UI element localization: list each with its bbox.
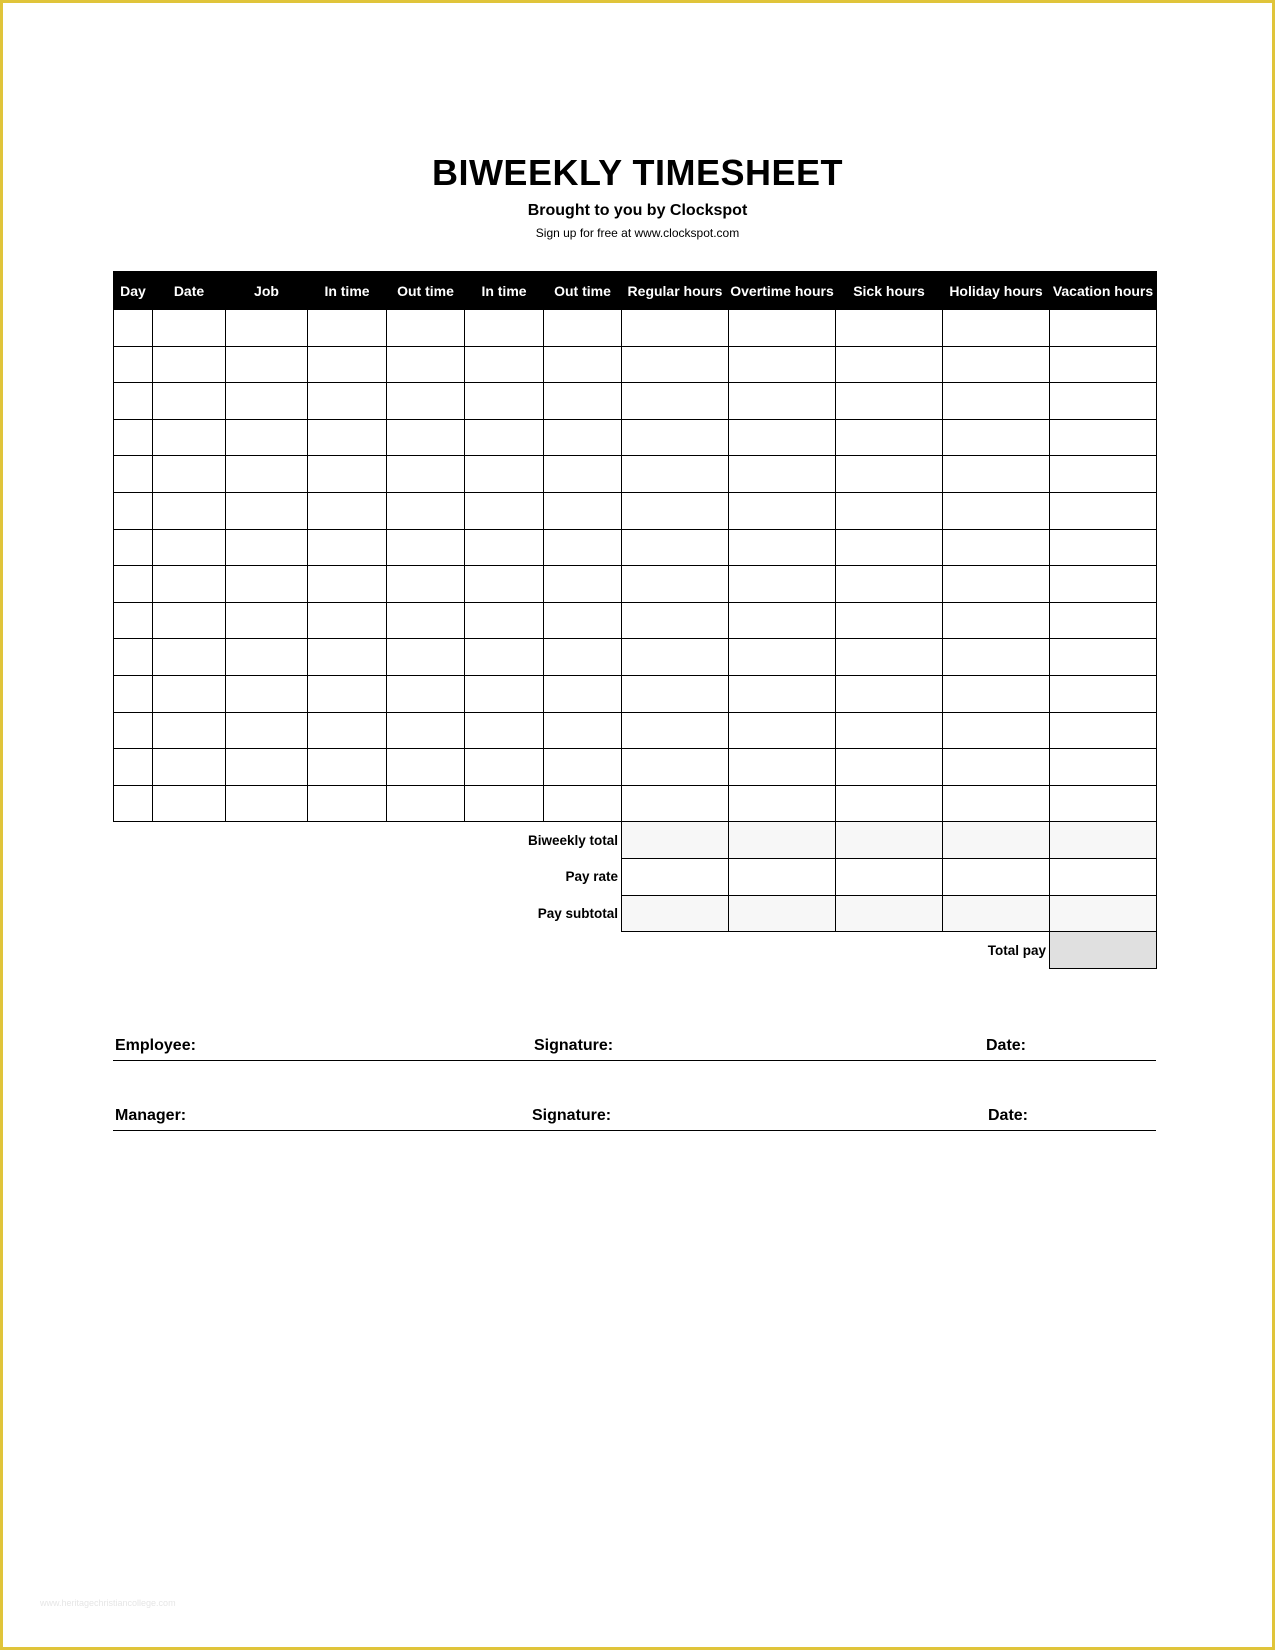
entry-cell[interactable] (226, 675, 308, 712)
entry-cell[interactable] (836, 492, 943, 529)
entry-cell[interactable] (943, 310, 1050, 347)
employee-signature-line[interactable] (113, 1034, 1156, 1061)
entry-cell[interactable] (465, 383, 544, 420)
entry-cell[interactable] (114, 529, 153, 566)
table-row (114, 785, 1157, 822)
entry-cell[interactable] (153, 639, 226, 676)
header-row (114, 272, 1157, 310)
pay-subtotal-vacation[interactable] (1050, 895, 1157, 932)
entry-cell[interactable] (1050, 675, 1157, 712)
entry-cell[interactable] (836, 529, 943, 566)
entry-cell[interactable] (943, 639, 1050, 676)
entry-cell[interactable] (387, 675, 465, 712)
entry-cell[interactable] (544, 712, 622, 749)
entry-cell[interactable] (465, 492, 544, 529)
table-row (114, 602, 1157, 639)
pay-subtotal-regular[interactable] (622, 895, 729, 932)
entry-cell[interactable] (387, 383, 465, 420)
entry-cell[interactable] (836, 675, 943, 712)
entry-cell[interactable] (729, 419, 836, 456)
entry-cell[interactable] (836, 785, 943, 822)
entry-cell[interactable] (729, 639, 836, 676)
entry-cell[interactable] (308, 346, 387, 383)
entry-cell[interactable] (622, 602, 729, 639)
entry-cell[interactable] (836, 456, 943, 493)
entry-cell[interactable] (308, 566, 387, 603)
total-pay-row (114, 932, 1157, 969)
entry-cell[interactable] (943, 675, 1050, 712)
entry-cell[interactable] (1050, 749, 1157, 786)
entry-cell[interactable] (729, 675, 836, 712)
entry-cell[interactable] (114, 639, 153, 676)
entry-cell[interactable] (114, 383, 153, 420)
entry-cell[interactable] (622, 492, 729, 529)
entry-cell[interactable] (622, 419, 729, 456)
pay-rate-regular[interactable] (622, 858, 729, 895)
entry-cell[interactable] (308, 639, 387, 676)
pay-subtotal-row (114, 895, 1157, 932)
entry-cell[interactable] (387, 419, 465, 456)
entry-cell[interactable] (836, 602, 943, 639)
entry-cell[interactable] (729, 785, 836, 822)
entry-cell[interactable] (1050, 492, 1157, 529)
manager-date-label: Date: (988, 1107, 1029, 1124)
entry-cell[interactable] (1050, 419, 1157, 456)
header-regular-hours: Regular hours (622, 272, 729, 310)
pay-rate-overtime[interactable] (729, 858, 836, 895)
entry-cell[interactable] (308, 492, 387, 529)
entry-cell[interactable] (1050, 383, 1157, 420)
table-row (114, 639, 1157, 676)
page-title: BIWEEKLY TIMESHEET (431, 152, 844, 193)
entry-cell[interactable] (622, 310, 729, 347)
header-out-time-2: Out time (544, 272, 622, 310)
entry-cell[interactable] (1050, 602, 1157, 639)
pay-rate-label: Pay rate (565, 869, 618, 885)
header-in-time-1: In time (308, 272, 387, 310)
entry-cell[interactable] (622, 712, 729, 749)
entry-cell[interactable] (836, 712, 943, 749)
header-day: Day (114, 272, 153, 310)
entry-cell[interactable] (544, 749, 622, 786)
entry-cell[interactable] (622, 346, 729, 383)
entry-cell[interactable] (387, 712, 465, 749)
entry-cell[interactable] (943, 419, 1050, 456)
entry-cell[interactable] (387, 602, 465, 639)
entry-cell[interactable] (153, 419, 226, 456)
total-pay-label: Total pay (987, 942, 1046, 958)
pay-rate-holiday[interactable] (943, 858, 1050, 895)
entry-cell[interactable] (387, 346, 465, 383)
entry-cell[interactable] (729, 749, 836, 786)
pay-rate-row (114, 858, 1157, 895)
entry-cell[interactable] (943, 712, 1050, 749)
entry-cell[interactable] (308, 749, 387, 786)
entry-cell[interactable] (465, 310, 544, 347)
biweekly-total-row (114, 822, 1157, 859)
entry-cell[interactable] (226, 785, 308, 822)
biweekly-total-overtime[interactable] (729, 822, 836, 859)
entry-cell[interactable] (387, 529, 465, 566)
entry-cell[interactable] (943, 383, 1050, 420)
entry-cell[interactable] (465, 712, 544, 749)
entry-cell[interactable] (153, 456, 226, 493)
entry-cell[interactable] (943, 785, 1050, 822)
entry-cell[interactable] (114, 785, 153, 822)
table-row (114, 383, 1157, 420)
entry-cell[interactable] (544, 529, 622, 566)
entry-cell[interactable] (153, 675, 226, 712)
entry-cell[interactable] (1050, 566, 1157, 603)
entry-cell[interactable] (226, 602, 308, 639)
entry-cell[interactable] (153, 749, 226, 786)
entry-cell[interactable] (943, 602, 1050, 639)
entry-cell[interactable] (729, 456, 836, 493)
entry-cell[interactable] (1050, 456, 1157, 493)
entry-cell[interactable] (943, 456, 1050, 493)
entry-cell[interactable] (465, 639, 544, 676)
header-overtime-hours: Overtime hours (729, 272, 836, 310)
entry-cell[interactable] (544, 785, 622, 822)
entry-cell[interactable] (465, 529, 544, 566)
employee-label: Employee: (115, 1037, 196, 1054)
table-row (114, 310, 1157, 347)
entry-cell[interactable] (465, 675, 544, 712)
entry-cell[interactable] (622, 639, 729, 676)
entry-cell[interactable] (836, 346, 943, 383)
entry-cell[interactable] (1050, 310, 1157, 347)
table-row (114, 675, 1157, 712)
signup-tagline: Sign up for free at www.clockspot.com (535, 226, 740, 240)
entry-cell[interactable] (226, 639, 308, 676)
table-row (114, 346, 1157, 383)
entry-cell[interactable] (114, 566, 153, 603)
entry-cell[interactable] (387, 785, 465, 822)
entry-cell[interactable] (308, 419, 387, 456)
entry-cell[interactable] (153, 310, 226, 347)
biweekly-total-holiday[interactable] (943, 822, 1050, 859)
entry-cell[interactable] (465, 419, 544, 456)
entry-cell[interactable] (836, 419, 943, 456)
entry-cell[interactable] (387, 566, 465, 603)
entry-cell[interactable] (465, 456, 544, 493)
employee-date-label: Date: (986, 1037, 1027, 1054)
pay-subtotal-overtime[interactable] (729, 895, 836, 932)
table-row (114, 529, 1157, 566)
header-in-time-2: In time (465, 272, 544, 310)
table-row (114, 456, 1157, 493)
entry-cell[interactable] (153, 712, 226, 749)
entry-cell[interactable] (836, 310, 943, 347)
manager-label: Manager: (115, 1107, 187, 1124)
entry-cell[interactable] (544, 602, 622, 639)
entry-cell[interactable] (308, 456, 387, 493)
entry-cell[interactable] (308, 675, 387, 712)
entry-cell[interactable] (836, 566, 943, 603)
entry-cell[interactable] (544, 419, 622, 456)
entry-cell[interactable] (226, 529, 308, 566)
pay-rate-sick[interactable] (836, 858, 943, 895)
pay-subtotal-sick[interactable] (836, 895, 943, 932)
entry-cell[interactable] (729, 602, 836, 639)
entry-cell[interactable] (387, 749, 465, 786)
entry-cell[interactable] (544, 492, 622, 529)
manager-signature-line[interactable] (113, 1104, 1156, 1131)
employee-signature-label: Signature: (534, 1037, 614, 1054)
header-holiday-hours: Holiday hours (943, 272, 1050, 310)
entry-cell[interactable] (943, 566, 1050, 603)
entry-cell[interactable] (544, 383, 622, 420)
entry-cell[interactable] (729, 566, 836, 603)
entry-cell[interactable] (153, 529, 226, 566)
entry-cell[interactable] (836, 749, 943, 786)
entry-cell[interactable] (114, 419, 153, 456)
entry-cell[interactable] (226, 749, 308, 786)
header-sick-hours: Sick hours (836, 272, 943, 310)
entry-cell[interactable] (622, 383, 729, 420)
entry-cell[interactable] (226, 310, 308, 347)
entry-cell[interactable] (308, 712, 387, 749)
entry-cell[interactable] (836, 639, 943, 676)
entry-cell[interactable] (622, 529, 729, 566)
entry-cell[interactable] (544, 566, 622, 603)
entry-cell[interactable] (387, 456, 465, 493)
entry-cell[interactable] (387, 310, 465, 347)
entry-cell[interactable] (114, 310, 153, 347)
biweekly-total-regular[interactable] (622, 822, 729, 859)
biweekly-total-sick[interactable] (836, 822, 943, 859)
pay-subtotal-holiday[interactable] (943, 895, 1050, 932)
biweekly-total-vacation[interactable] (1050, 822, 1157, 859)
entry-cell[interactable] (729, 310, 836, 347)
entry-cell[interactable] (465, 566, 544, 603)
pay-rate-vacation[interactable] (1050, 858, 1157, 895)
header-date: Date (153, 272, 226, 310)
entry-cell[interactable] (387, 639, 465, 676)
entry-cell[interactable] (153, 383, 226, 420)
entry-cell[interactable] (226, 712, 308, 749)
entry-cell[interactable] (153, 346, 226, 383)
entry-cell[interactable] (729, 492, 836, 529)
entry-cell[interactable] (943, 749, 1050, 786)
entry-cell[interactable] (226, 346, 308, 383)
entry-cell[interactable] (943, 529, 1050, 566)
total-pay-cell[interactable] (1050, 932, 1157, 969)
timesheet-table (113, 271, 1157, 969)
entry-cell[interactable] (729, 346, 836, 383)
entry-cell[interactable] (114, 346, 153, 383)
table-row (114, 749, 1157, 786)
entry-cell[interactable] (226, 492, 308, 529)
header-out-time-1: Out time (387, 272, 465, 310)
entry-cell[interactable] (308, 785, 387, 822)
pay-subtotal-label: Pay subtotal (537, 905, 618, 921)
entry-cell[interactable] (622, 675, 729, 712)
entry-cell[interactable] (308, 529, 387, 566)
entry-cell[interactable] (226, 419, 308, 456)
entry-cell[interactable] (114, 712, 153, 749)
entry-cell[interactable] (1050, 785, 1157, 822)
entry-cell[interactable] (943, 492, 1050, 529)
entry-cell[interactable] (1050, 712, 1157, 749)
entry-cell[interactable] (226, 383, 308, 420)
table-row (114, 566, 1157, 603)
entry-cell[interactable] (943, 346, 1050, 383)
entry-cell[interactable] (114, 675, 153, 712)
manager-signature-label: Signature: (532, 1107, 612, 1124)
entry-cell[interactable] (622, 785, 729, 822)
entry-cell[interactable] (114, 749, 153, 786)
entry-cell[interactable] (153, 602, 226, 639)
entry-cell[interactable] (308, 602, 387, 639)
entry-cell[interactable] (544, 346, 622, 383)
entry-cell[interactable] (544, 675, 622, 712)
entry-cell[interactable] (544, 456, 622, 493)
entry-cell[interactable] (729, 712, 836, 749)
entry-cell[interactable] (465, 785, 544, 822)
entry-cell[interactable] (465, 346, 544, 383)
entry-cell[interactable] (387, 492, 465, 529)
entry-cell[interactable] (1050, 639, 1157, 676)
entry-cell[interactable] (1050, 346, 1157, 383)
entry-cell[interactable] (622, 566, 729, 603)
entry-cell[interactable] (544, 639, 622, 676)
entry-cell[interactable] (114, 492, 153, 529)
entry-cell[interactable] (622, 749, 729, 786)
entry-cell[interactable] (226, 566, 308, 603)
header-vacation-hours: Vacation hours (1050, 272, 1157, 310)
header-job: Job (226, 272, 308, 310)
page-subtitle: Brought to you by Clockspot (527, 202, 748, 219)
entry-cell[interactable] (114, 456, 153, 493)
entry-cell[interactable] (226, 456, 308, 493)
entry-cell[interactable] (729, 383, 836, 420)
entry-cell[interactable] (465, 602, 544, 639)
entry-cell[interactable] (308, 383, 387, 420)
entry-cell[interactable] (153, 785, 226, 822)
entry-cell[interactable] (114, 602, 153, 639)
table-row (114, 492, 1157, 529)
entry-cell[interactable] (622, 456, 729, 493)
biweekly-total-label: Biweekly total (527, 832, 618, 848)
entry-cell[interactable] (729, 529, 836, 566)
entry-cell[interactable] (308, 310, 387, 347)
watermark-text: www.heritagechristiancollege.com (40, 1598, 176, 1608)
entry-cell[interactable] (465, 749, 544, 786)
entry-cell[interactable] (544, 310, 622, 347)
entry-cell[interactable] (153, 566, 226, 603)
entry-cell[interactable] (153, 492, 226, 529)
entry-cell[interactable] (836, 383, 943, 420)
entry-cell[interactable] (1050, 529, 1157, 566)
table-row (114, 419, 1157, 456)
table-row (114, 712, 1157, 749)
